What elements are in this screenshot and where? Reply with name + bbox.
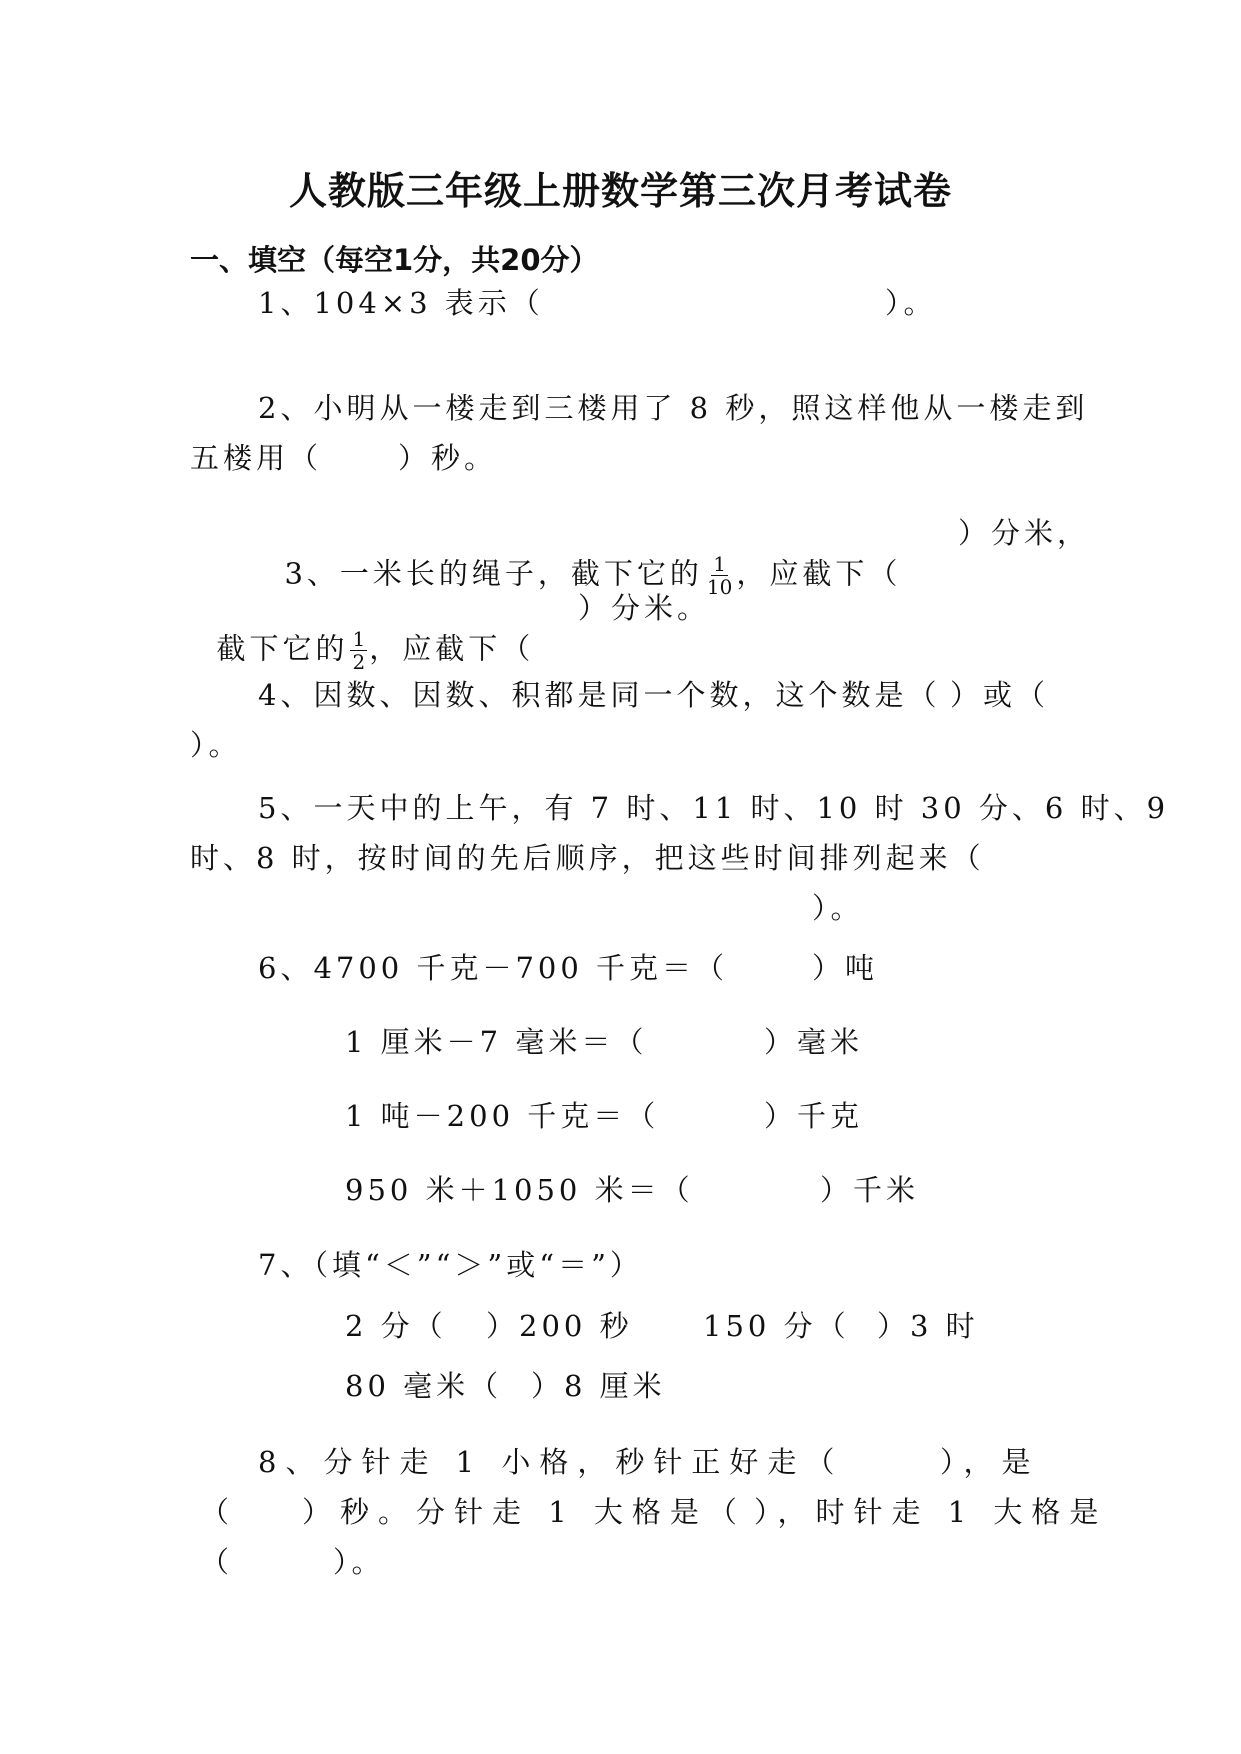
q3-line1-end: ）分米， [958,516,1091,550]
q7-c: 80 毫米（ [345,1369,503,1403]
q3-text-b: ，应截下（ [736,556,902,591]
q6-b-unit: ）毫米 [764,1025,864,1059]
q7-a: 2 分（ [345,1309,447,1343]
q7-c-right: ）8 厘米 [531,1369,666,1403]
q6-a-unit: ）吨 [812,951,879,985]
q5-line1: 5、一天中的上午，有 7 时、11 时、10 时 30 分、6 时、9 [258,791,1170,825]
q1-blank-close: ）。 [885,286,937,320]
q7-b: 150 分（ [703,1309,850,1343]
q2-line2-end: ）秒。 [398,441,498,475]
q5-line3: ）。 [812,891,864,925]
q3-text-e: ，应截下（ [369,631,535,666]
q7-b-right: ）3 时 [877,1309,979,1343]
q4-close: ）。 [190,728,242,762]
q8-line2-end: ），时针走 1 大格是 [754,1495,1108,1529]
q3-line1 [258,513,901,598]
q6-a: 6、4700 千克－700 千克＝（ [258,951,729,985]
q4-or: ）或（ [950,678,1050,712]
q8-line2-start: （ [200,1495,234,1529]
q6-b: 1 厘米－7 毫米＝（ [345,1025,648,1059]
q8-line1: 8、分针走 1 小格，秒针正好走（ [258,1445,844,1479]
q8-line3-start: （ [200,1545,234,1579]
q8-line3-end: ）。 [333,1545,385,1579]
q6-c: 1 吨－200 千克＝（ [345,1099,660,1133]
fraction-one-half: $\frac{1}{2}$ [352,627,366,674]
q3-line2-end: ）分米。 [578,591,711,625]
q6-d-unit: ）千米 [820,1173,920,1207]
q3-text-a: 3、一米长的绳子，截下它的 [284,556,703,591]
q6-d: 950 米＋1050 米＝（ [345,1173,694,1207]
q7-a-right: ）200 秒 [486,1309,633,1343]
q3-line2 [190,588,534,673]
q8-line1-end: ），是 [940,1445,1040,1479]
q8-line2-mid: ）秒。分针走 1 大格是（ [302,1495,746,1529]
q2-line1: 2、小明从一楼走到三楼用了 8 秒，照这样他从一楼走到 [258,391,1089,425]
q6-c-unit: ）千克 [764,1099,864,1133]
q3-text-d: 截下它的 [216,631,349,666]
q4-prompt: 4、因数、因数、积都是同一个数，这个数是（ [258,678,941,712]
section-heading: 一、填空（每空1分，共20分） [190,243,599,277]
q1-prompt: 1、104×3 表示（ [258,286,544,320]
page-title: 人教版三年级上册数学第三次月考试卷 [288,169,952,213]
q5-line2: 时、8 时，按时间的先后顺序，把这些时间排列起来（ [190,841,985,875]
q2-line2-start: 五楼用（ [190,441,323,475]
q7-intro: 7、（填“＜”“＞”或“＝”） [258,1248,643,1282]
fraction-one-tenth: $\frac{1}{10}$ [706,552,733,599]
